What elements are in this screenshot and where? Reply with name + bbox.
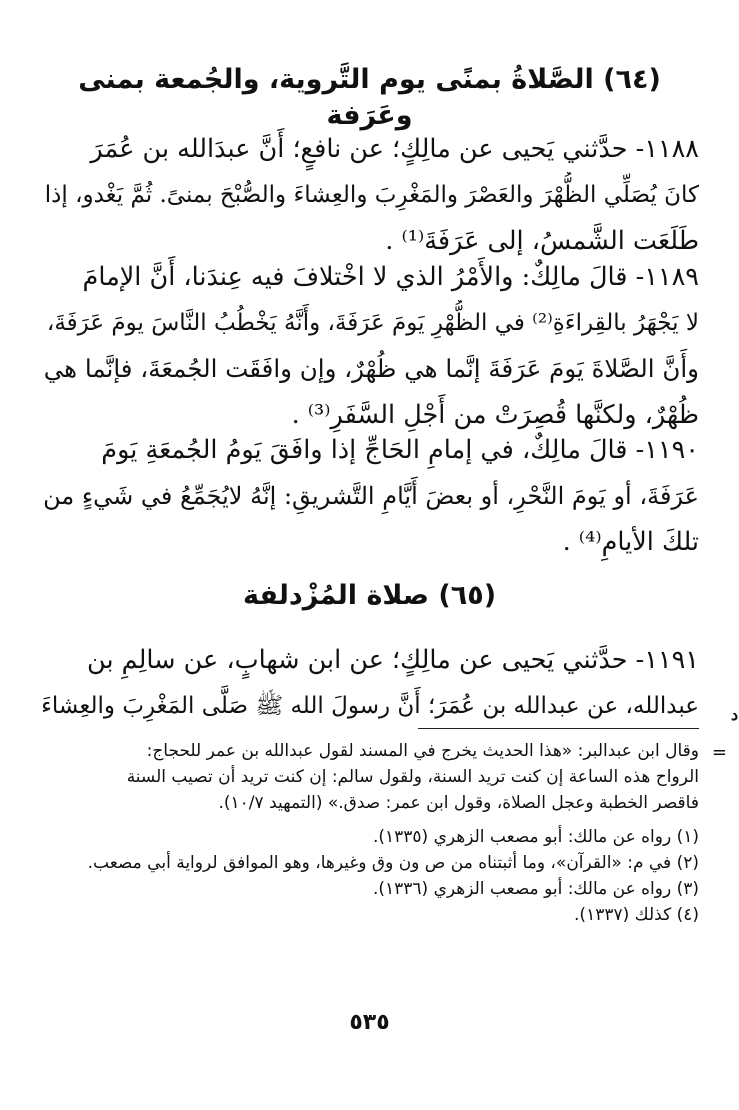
text-line: كانَ يُصَلِّي الظُّهْرَ والعَصْرَ والمَغْرِبَ والعِشاءَ والصُّبْحَ بمنىً. ثُمَّ يَغْدو، إذا [44,182,699,208]
text-line: تلكَ الأيامِ⁽⁴⁾ . [562,527,699,557]
text-line: عَرَفَةَ، أو يَومَ النَّحْرِ، أو بعضَ أَيَّامِ التَّشريقِ: إنَّهُ لايُجَمِّعُ في شَيءٍ من [43,482,699,510]
text-line: ١١٨٨- حدَّثني يَحيى عن مالِكٍ؛ عن نافعٍ؛ أَنَّ عبدَالله بن عُمَرَ [90,134,699,164]
continued-note-line: وقال ابن عبدالبر: «هذا الحديث يخرج في المسند لقول عبدالله بن عمر للحجاج: [146,741,699,761]
continuation-marker: = [711,742,727,763]
text-line: لا يَجْهَرُ بالقِراءَةِ⁽²⁾ في الظُّهْرِ يَومَ عَرَفَةَ، وأَنَّهُ يَخْطُبُ النَّاسَ يومَ عَرَفَةَ، [46,310,699,336]
continued-note-line: فاقصر الخطبة وعجل الصلاة، وقول ابن عمر: صدق.» (التمهيد ١٠/٧). [218,793,699,813]
text-line: طَلَعَت الشَّمسُ، إلى عَرَفَةَ⁽¹⁾ . [385,226,699,256]
footnote-2: (٢) في م: «القرآن»، وما أثبتناه من ص ون وق وغيرها، وهو الموافق لرواية أبي مصعب. [87,853,699,873]
footnote-divider [418,728,699,729]
text-line: وأَنَّ الصَّلاةَ يَومَ عَرَفَةَ إنَّما هي ظُهْرٌ، وإن وافَقَت الجُمعَةَ، فإنَّما هي [43,354,699,383]
footnote-1: (١) رواه عن مالك: أبو مصعب الزهري (١٣٣٥). [372,827,699,847]
hadith-1188 [40,126,699,264]
text-line: ١١٩١- حدَّثني يَحيى عن مالِكٍ؛ عن ابن شهابٍ، عن سالِمِ بن [87,645,699,675]
text-line: ١١٨٩- قالَ مالِكٌ: والأَمْرُ الذي لا اخْتلافَ فيه عِندَنا، أَنَّ الإمامَ [82,262,699,292]
text-line: ١١٩٠- قالَ مالِكٌ، في إمامِ الحَاجِّ إذا وافَقَ يَومُ الجُمعَةِ يَومَ [101,435,699,465]
continued-note-line: الرواح هذه الساعة إن كنت تريد السنة، ولقول سالم: إن كنت تريد أن تصيب السنة [126,767,699,787]
text-line: ظُهْرٌ، ولكنَّها قُصِرَتْ من أَجْلِ السَّفَرِ⁽³⁾ . [291,400,699,430]
hadith-1191 [40,637,699,729]
chapter-heading-65: (٦٥) صلاة المُزْدلفة [242,580,497,611]
footnote-4: (٤) كذلك (١٣٣٧). [574,905,699,925]
margin-mark: د [731,705,739,724]
hadith-1189 [40,254,699,438]
footnote-3: (٣) رواه عن مالك: أبو مصعب الزهري (١٣٣٦). [372,879,699,899]
footnotes-section [60,738,727,928]
hadith-1190 [40,427,699,565]
text-line: عبدالله، عن عبدالله بن عُمَرَ؛ أَنَّ رسولَ الله ﷺ صَلَّى المَغْرِبَ والعِشاءَ [41,693,699,719]
page-number: ٥٣٥ [349,1010,390,1035]
chapter-heading-64: (٦٤) الصَّلاةُ بمنًى يوم التَّروية، والجُمعة بمنى وعَرَفة [78,64,661,131]
